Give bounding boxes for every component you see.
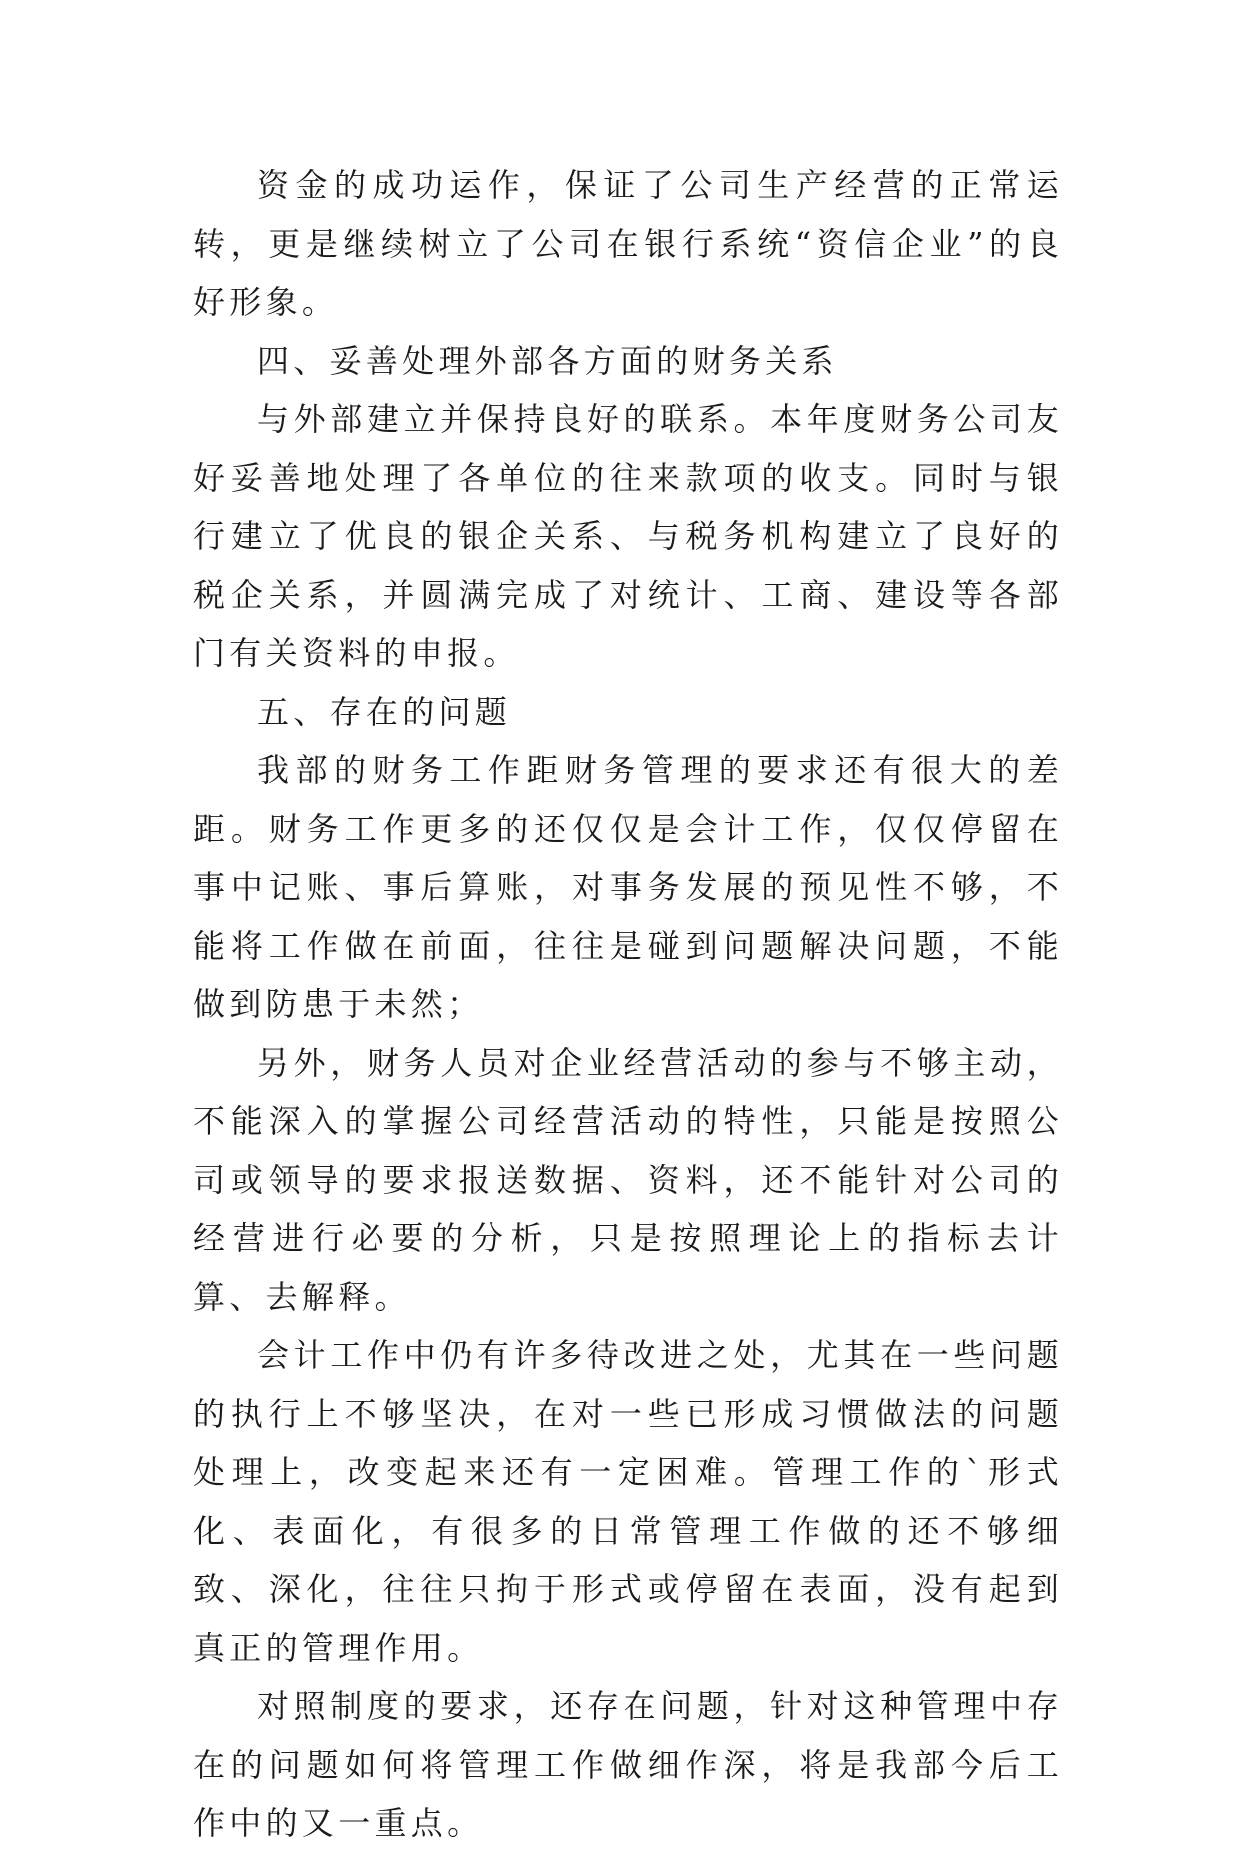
paragraph-problems-participation: 另外，财务人员对企业经营活动的参与不够主动，不能深入的掌握公司经营活动的特性，只能是按照公司或领导的要求报送数据、资料，还不能针对公司的经营进行必要的分析，只是按照理论上的指标去计算、去解释。 [193,1043,1063,1316]
document-body [193,156,1063,1853]
paragraph-problems-gap: 我部的财务工作距财务管理的要求还有很大的差距。财务工作更多的还仅仅是会计工作，仅仅停留在事中记账、事后算账，对事务发展的预见性不够，不能将工作做在前面，往往是碰到问题解决问题，不能做到防患于未然； [193,751,1063,1023]
paragraph-external-relations: 与外部建立并保持良好的联系。本年度财务公司友好妥善地处理了各单位的往来款项的收支。同时与银行建立了优良的银企关系、与税务机构建立了良好的税企关系，并圆满完成了对统计、工商、建设等各部门有关资料的申报。 [193,400,1063,672]
section-heading-external-relations: 四、妥善处理外部各方面的财务关系 [257,341,838,380]
paragraph-fund-operation: 资金的成功运作，保证了公司生产经营的正常运转，更是继续树立了公司在银行系统“资信企业”的良好形象。 [193,166,1063,321]
section-heading-problems: 五、存在的问题 [257,692,512,731]
paragraph-problems-accounting: 会计工作中仍有许多待改进之处，尤其在一些问题的执行上不够坚决，在对一些已形成习惯做法的问题处理上，改变起来还有一定困难。管理工作的`形式化、表面化，有很多的日常管理工作做的还不够细致、深化，往往只拘于形式或停留在表面，没有起到真正的管理作用。 [193,1336,1063,1667]
paragraph-conclusion: 对照制度的要求，还存在问题，针对这种管理中存在的问题如何将管理工作做细作深，将是我部今后工作中的又一重点。 [193,1687,1063,1842]
